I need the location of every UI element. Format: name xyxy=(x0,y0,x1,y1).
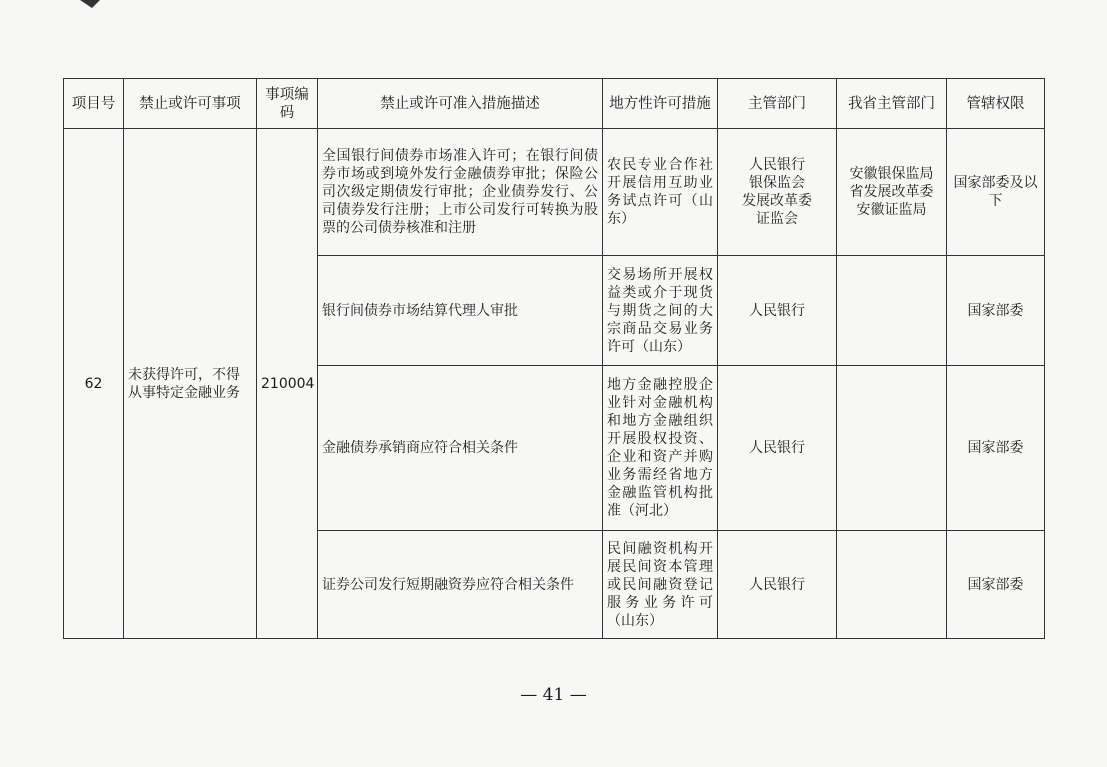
header-item-no: 项目号 xyxy=(64,79,124,129)
header-row xyxy=(64,79,1045,129)
item-name-cell: 未获得许可，不得从事特定金融业务 xyxy=(124,129,257,639)
item-code-cell: 210004 xyxy=(257,129,318,639)
header-description: 禁止或许可准入措施描述 xyxy=(318,79,603,129)
header-jurisdiction: 管辖权限 xyxy=(947,79,1045,129)
page-number: — 41 — xyxy=(520,685,587,705)
header-local-measure: 地方性许可措施 xyxy=(603,79,718,129)
item-no-cell: 62 xyxy=(64,129,124,639)
jurisdiction-cell: 国家部委 xyxy=(947,366,1045,531)
dept-cell: 人民银行 xyxy=(718,256,837,366)
description-cell: 全国银行间债券市场准入许可；在银行间债券市场或到境外发行金融债券审批；保险公司次级定期债发行审批；企业债券发行、公司债券发行注册；上市公司发行可转换为股票的公司债券核准和注册 xyxy=(318,129,603,256)
description-cell: 证券公司发行短期融资券应符合相关条件 xyxy=(318,531,603,639)
permit-table xyxy=(63,78,1045,639)
province-dept-cell xyxy=(837,256,947,366)
local-measure-cell: 地方金融控股企业针对金融机构和地方金融组织开展股权投资、企业和资产并购业务需经省地方金融监管机构批准（河北） xyxy=(603,366,718,531)
local-measure-cell: 交易场所开展权益类或介于现货与期货之间的大宗商品交易业务许可（山东） xyxy=(603,256,718,366)
jurisdiction-cell: 国家部委及以下 xyxy=(947,129,1045,256)
header-item: 禁止或许可事项 xyxy=(124,79,257,129)
header-province-dept: 我省主管部门 xyxy=(837,79,947,129)
header-code: 事项编码 xyxy=(257,79,318,129)
dept-cell: 人民银行 xyxy=(718,531,837,639)
scan-corner-mark xyxy=(80,0,100,8)
jurisdiction-cell: 国家部委 xyxy=(947,531,1045,639)
header-dept: 主管部门 xyxy=(718,79,837,129)
jurisdiction-cell: 国家部委 xyxy=(947,256,1045,366)
local-measure-cell: 民间融资机构开展民间资本管理或民间融资登记服务业务许可（山东） xyxy=(603,531,718,639)
province-dept-cell xyxy=(837,366,947,531)
description-cell: 金融债券承销商应符合相关条件 xyxy=(318,366,603,531)
dept-cell: 人民银行 xyxy=(718,366,837,531)
table-row xyxy=(64,129,1045,256)
province-dept-cell: 安徽银保监局 省发展改革委 安徽证监局 xyxy=(837,129,947,256)
province-dept-cell xyxy=(837,531,947,639)
local-measure-cell: 农民专业合作社开展信用互助业务试点许可（山东） xyxy=(603,129,718,256)
description-cell: 银行间债券市场结算代理人审批 xyxy=(318,256,603,366)
dept-cell: 人民银行 银保监会 发展改革委 证监会 xyxy=(718,129,837,256)
